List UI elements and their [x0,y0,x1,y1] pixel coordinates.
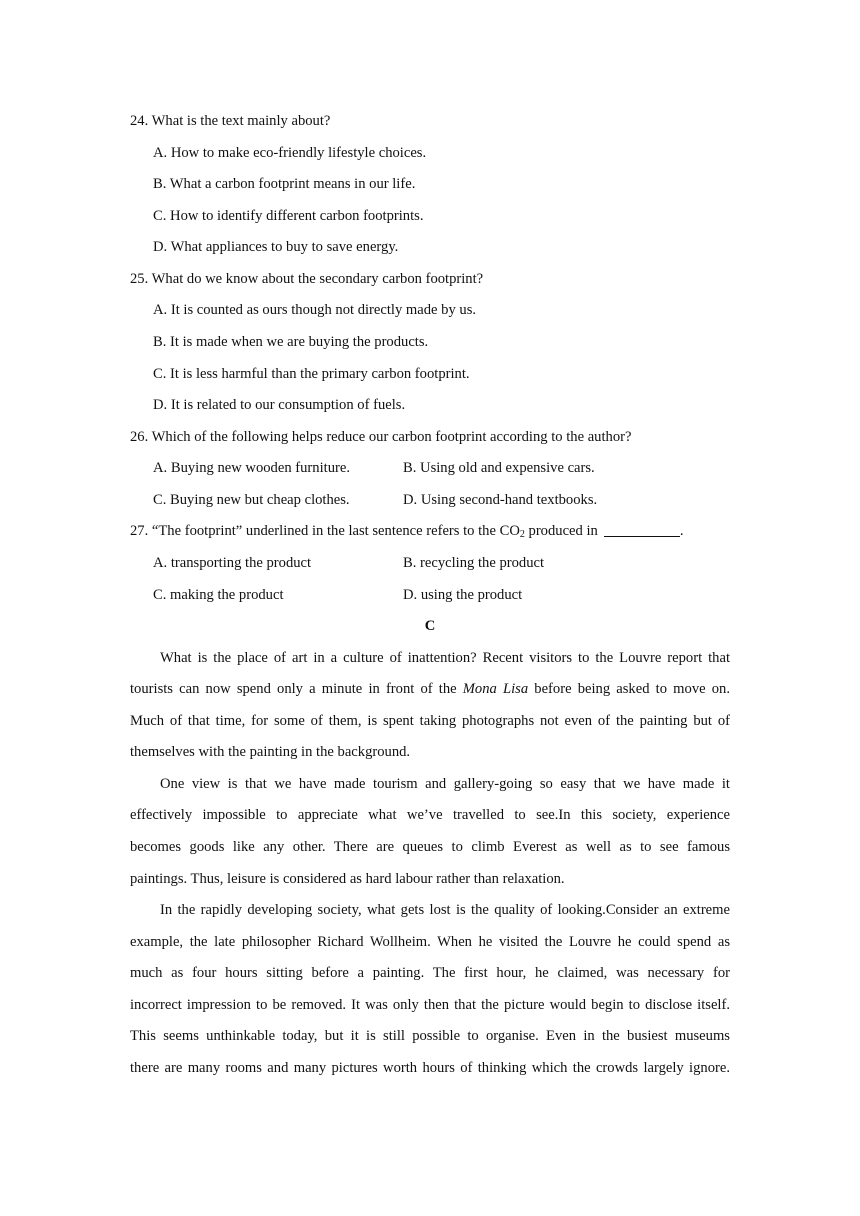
q25-option-d: D. It is related to our consumption of fuels. [153,397,406,413]
artwork-title: Mona Lisa [462,681,529,697]
question-26-stem [130,428,631,446]
q24-option-b: B. What a carbon footprint means in our life. [153,176,416,192]
question-number: 26. [130,429,149,445]
p2-line-1: One view is that we have made tourism and gallery-going so easy that we have made it [160,776,730,792]
q25-option-c: C. It is less harmful than the primary carbon footprint. [153,366,470,382]
p1-line-2 [130,680,730,698]
q26-option-b: B. Using old and expensive cars. [403,460,595,476]
q26-option-c: C. Buying new but cheap clothes. [153,492,350,508]
p1-line-2-before: tourists can now spend only a minute in front of the [130,681,457,697]
question-24-stem [130,112,330,130]
q24-option-a: A. How to make eco-friendly lifestyle choices. [153,145,427,161]
q25-option-b: B. It is made when we are buying the products. [153,334,429,350]
p1-line-3: Much of that time, for some of them, is spent taking photographs not even of the painting but of [130,713,730,729]
p3-line-5: This seems unthinkable today, but it is still possible to organise. Even in the busiest museums [130,1028,730,1044]
p1-line-4: themselves with the painting in the background. [130,744,411,760]
p2-line-2: effectively impossible to appreciate what we’ve travelled to see.In this society, experience [130,807,730,823]
question-number: 27. [130,523,149,539]
q26-option-d: D. Using second-hand textbooks. [403,492,598,508]
p1-line-2-after: before being asked to move on. [534,681,730,697]
answer-blank [604,522,680,537]
p1-line-1: What is the place of art in a culture of inattention? Recent visitors to the Louvre report that [160,650,730,666]
section-heading: C [424,618,436,634]
q25-option-a: A. It is counted as ours though not directly made by us. [153,302,477,318]
question-text: What is the text mainly about? [151,113,331,129]
question-text: “The footprint” underlined in the last sentence refers to the CO [151,523,520,539]
q24-option-d: D. What appliances to buy to save energy. [153,239,399,255]
question-end: . [679,523,684,539]
question-27-stem [130,522,683,540]
p3-line-2: example, the late philosopher Richard Wollheim. When he visited the Louvre he could spend as [130,934,730,950]
question-number: 24. [130,113,149,129]
q27-option-c: C. making the product [153,587,284,603]
question-number: 25. [130,271,149,287]
subscript-2: 2 [519,529,525,540]
p3-line-6: there are many rooms and many pictures worth hours of thinking which the crowds largely ignore. [130,1060,730,1076]
p3-line-3: much as four hours sitting before a painting. The first hour, he claimed, was necessary for [130,965,730,981]
q27-option-b: B. recycling the product [403,555,545,571]
q27-option-d: D. using the product [403,587,523,603]
p2-line-4: paintings. Thus, leisure is considered as hard labour rather than relaxation. [130,871,565,887]
question-text: What do we know about the secondary carbon footprint? [151,271,484,287]
p3-line-1: In the rapidly developing society, what gets lost is the quality of looking.Consider an extreme [160,902,730,918]
question-text: Which of the following helps reduce our carbon footprint according to the author? [151,429,632,445]
q27-option-a: A. transporting the product [153,555,312,571]
q26-option-a: A. Buying new wooden furniture. [153,460,350,476]
p3-line-4: incorrect impression to be removed. It was only then that the picture would begin to disclose itself. [130,997,730,1013]
question-text-cont: produced in [524,523,598,539]
question-25-stem [130,270,483,288]
q24-option-c: C. How to identify different carbon footprints. [153,208,424,224]
p2-line-3: becomes goods like any other. There are queues to climb Everest as well as to see famous [130,839,730,855]
